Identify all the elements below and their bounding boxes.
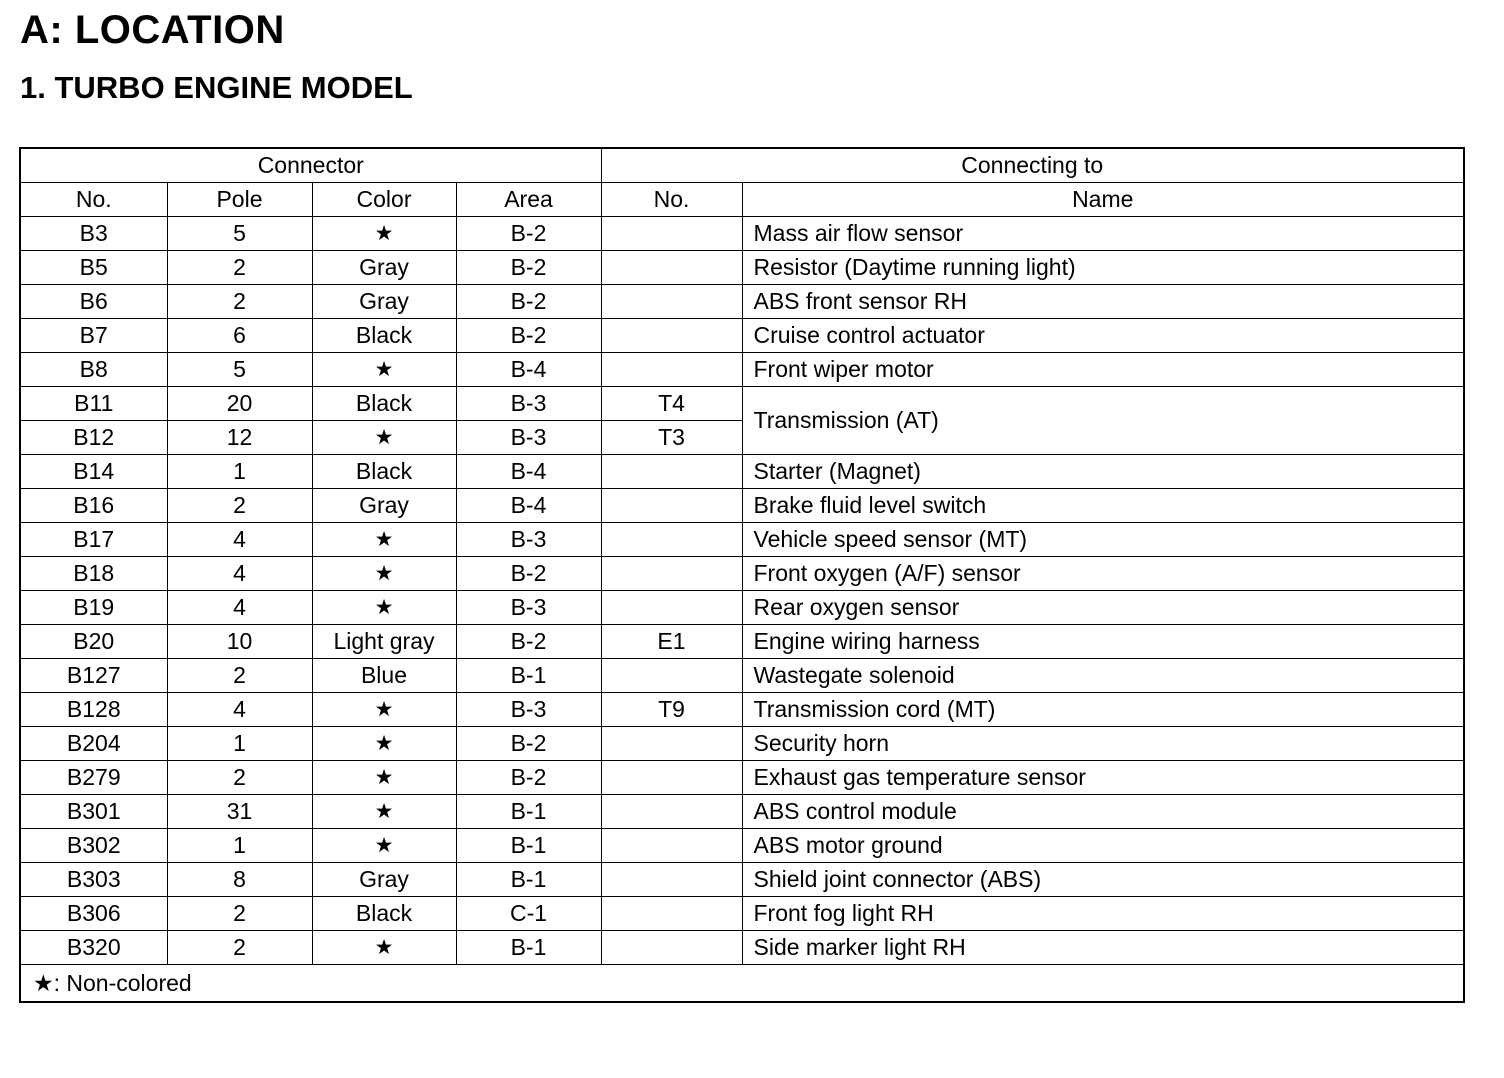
cell-area: B-2: [456, 217, 601, 251]
cell-pole: 2: [167, 489, 312, 523]
cell-name: Starter (Magnet): [742, 455, 1464, 489]
table-row: [20, 659, 1464, 693]
cell-pole: 2: [167, 897, 312, 931]
cell-name: ABS front sensor RH: [742, 285, 1464, 319]
table-row: [20, 455, 1464, 489]
cell-area: B-2: [456, 319, 601, 353]
cell-name: ABS motor ground: [742, 829, 1464, 863]
cell-no: B303: [20, 863, 167, 897]
cell-to-no: [601, 863, 742, 897]
cell-color: ★: [312, 421, 456, 455]
cell-color: ★: [312, 217, 456, 251]
cell-area: B-3: [456, 693, 601, 727]
table-row: [20, 761, 1464, 795]
cell-area: B-2: [456, 761, 601, 795]
cell-color: Gray: [312, 285, 456, 319]
cell-no: B3: [20, 217, 167, 251]
cell-to-no: [601, 761, 742, 795]
cell-color: Gray: [312, 251, 456, 285]
cell-name: Rear oxygen sensor: [742, 591, 1464, 625]
cell-to-no: [601, 251, 742, 285]
cell-color: Black: [312, 455, 456, 489]
table-body: [20, 217, 1464, 965]
cell-name: Front fog light RH: [742, 897, 1464, 931]
table-row: [20, 319, 1464, 353]
cell-pole: 4: [167, 557, 312, 591]
cell-no: B20: [20, 625, 167, 659]
cell-area: C-1: [456, 897, 601, 931]
col-header-no: No.: [20, 183, 167, 217]
cell-color: ★: [312, 693, 456, 727]
cell-area: B-2: [456, 625, 601, 659]
cell-name: Exhaust gas temperature sensor: [742, 761, 1464, 795]
cell-to-no: [601, 727, 742, 761]
col-header-name: Name: [742, 183, 1464, 217]
cell-area: B-3: [456, 523, 601, 557]
cell-pole: 1: [167, 829, 312, 863]
cell-color: ★: [312, 761, 456, 795]
connector-table: [19, 147, 1465, 1003]
footnote: ★: Non-colored: [20, 965, 1464, 1003]
cell-to-no: [601, 591, 742, 625]
cell-no: B6: [20, 285, 167, 319]
cell-area: B-2: [456, 557, 601, 591]
cell-name: Vehicle speed sensor (MT): [742, 523, 1464, 557]
cell-name: Transmission cord (MT): [742, 693, 1464, 727]
cell-pole: 4: [167, 591, 312, 625]
cell-area: B-1: [456, 931, 601, 965]
cell-color: ★: [312, 557, 456, 591]
col-header-to-no: No.: [601, 183, 742, 217]
cell-area: B-3: [456, 421, 601, 455]
table-row: [20, 285, 1464, 319]
cell-pole: 6: [167, 319, 312, 353]
cell-pole: 10: [167, 625, 312, 659]
cell-to-no: E1: [601, 625, 742, 659]
table-row: [20, 387, 1464, 421]
cell-pole: 5: [167, 217, 312, 251]
cell-name: Mass air flow sensor: [742, 217, 1464, 251]
cell-color: ★: [312, 795, 456, 829]
table-row: [20, 251, 1464, 285]
cell-name: Brake fluid level switch: [742, 489, 1464, 523]
cell-no: B279: [20, 761, 167, 795]
cell-to-no: [601, 319, 742, 353]
cell-area: B-3: [456, 387, 601, 421]
cell-color: ★: [312, 353, 456, 387]
cell-color: Black: [312, 897, 456, 931]
cell-area: B-1: [456, 659, 601, 693]
cell-pole: 4: [167, 693, 312, 727]
table-row: [20, 353, 1464, 387]
cell-name: Cruise control actuator: [742, 319, 1464, 353]
cell-pole: 2: [167, 285, 312, 319]
cell-no: B204: [20, 727, 167, 761]
cell-no: B302: [20, 829, 167, 863]
cell-pole: 2: [167, 251, 312, 285]
cell-pole: 2: [167, 761, 312, 795]
cell-color: ★: [312, 591, 456, 625]
cell-to-no: [601, 829, 742, 863]
subsection-title: 1. TURBO ENGINE MODEL: [20, 70, 413, 105]
cell-name: Shield joint connector (ABS): [742, 863, 1464, 897]
cell-to-no: [601, 353, 742, 387]
table-row: [20, 217, 1464, 251]
col-header-color: Color: [312, 183, 456, 217]
cell-to-no: T3: [601, 421, 742, 455]
cell-color: ★: [312, 727, 456, 761]
cell-pole: 12: [167, 421, 312, 455]
cell-color: Light gray: [312, 625, 456, 659]
cell-area: B-1: [456, 795, 601, 829]
cell-no: B320: [20, 931, 167, 965]
footnote-row: [20, 965, 1464, 1003]
cell-to-no: [601, 285, 742, 319]
cell-name: Front oxygen (A/F) sensor: [742, 557, 1464, 591]
table-row: [20, 557, 1464, 591]
cell-name: Transmission (AT): [742, 387, 1464, 455]
cell-area: B-4: [456, 455, 601, 489]
cell-no: B5: [20, 251, 167, 285]
cell-no: B17: [20, 523, 167, 557]
cell-to-no: [601, 931, 742, 965]
cell-to-no: [601, 523, 742, 557]
table-row: [20, 897, 1464, 931]
cell-pole: 8: [167, 863, 312, 897]
cell-area: B-2: [456, 285, 601, 319]
cell-pole: 2: [167, 931, 312, 965]
cell-to-no: [601, 217, 742, 251]
table-row: [20, 625, 1464, 659]
cell-color: ★: [312, 829, 456, 863]
table-row: [20, 727, 1464, 761]
table-row: [20, 523, 1464, 557]
col-header-pole: Pole: [167, 183, 312, 217]
cell-name: Engine wiring harness: [742, 625, 1464, 659]
cell-no: B16: [20, 489, 167, 523]
cell-area: B-1: [456, 829, 601, 863]
table-row: [20, 591, 1464, 625]
col-header-area: Area: [456, 183, 601, 217]
cell-no: B12: [20, 421, 167, 455]
cell-pole: 31: [167, 795, 312, 829]
cell-no: B18: [20, 557, 167, 591]
cell-to-no: [601, 455, 742, 489]
cell-no: B306: [20, 897, 167, 931]
cell-area: B-3: [456, 591, 601, 625]
cell-pole: 4: [167, 523, 312, 557]
group-header-row: [20, 148, 1464, 183]
cell-name: Wastegate solenoid: [742, 659, 1464, 693]
cell-to-no: [601, 897, 742, 931]
cell-to-no: [601, 557, 742, 591]
cell-to-no: [601, 659, 742, 693]
cell-color: Gray: [312, 863, 456, 897]
cell-name: ABS control module: [742, 795, 1464, 829]
cell-no: B301: [20, 795, 167, 829]
cell-to-no: [601, 489, 742, 523]
cell-name: Security horn: [742, 727, 1464, 761]
cell-name: Front wiper motor: [742, 353, 1464, 387]
cell-name: Resistor (Daytime running light): [742, 251, 1464, 285]
column-header-row: [20, 183, 1464, 217]
cell-to-no: T4: [601, 387, 742, 421]
cell-no: B7: [20, 319, 167, 353]
section-title: A: LOCATION: [20, 8, 285, 52]
cell-to-no: T9: [601, 693, 742, 727]
cell-no: B11: [20, 387, 167, 421]
cell-area: B-2: [456, 251, 601, 285]
cell-no: B8: [20, 353, 167, 387]
cell-color: ★: [312, 931, 456, 965]
table-row: [20, 693, 1464, 727]
cell-area: B-4: [456, 353, 601, 387]
cell-color: Black: [312, 387, 456, 421]
cell-pole: 20: [167, 387, 312, 421]
table-row: [20, 489, 1464, 523]
cell-pole: 1: [167, 727, 312, 761]
cell-pole: 2: [167, 659, 312, 693]
cell-no: B128: [20, 693, 167, 727]
cell-color: Gray: [312, 489, 456, 523]
cell-pole: 1: [167, 455, 312, 489]
cell-area: B-1: [456, 863, 601, 897]
cell-color: Blue: [312, 659, 456, 693]
cell-area: B-4: [456, 489, 601, 523]
cell-pole: 5: [167, 353, 312, 387]
table-row: [20, 863, 1464, 897]
connecting-to-group-header: Connecting to: [601, 148, 1464, 183]
cell-no: B14: [20, 455, 167, 489]
cell-no: B127: [20, 659, 167, 693]
table-row: [20, 931, 1464, 965]
table-row: [20, 795, 1464, 829]
cell-color: Black: [312, 319, 456, 353]
table-row: [20, 829, 1464, 863]
cell-color: ★: [312, 523, 456, 557]
cell-no: B19: [20, 591, 167, 625]
connector-group-header: Connector: [20, 148, 601, 183]
cell-name: Side marker light RH: [742, 931, 1464, 965]
cell-area: B-2: [456, 727, 601, 761]
cell-to-no: [601, 795, 742, 829]
